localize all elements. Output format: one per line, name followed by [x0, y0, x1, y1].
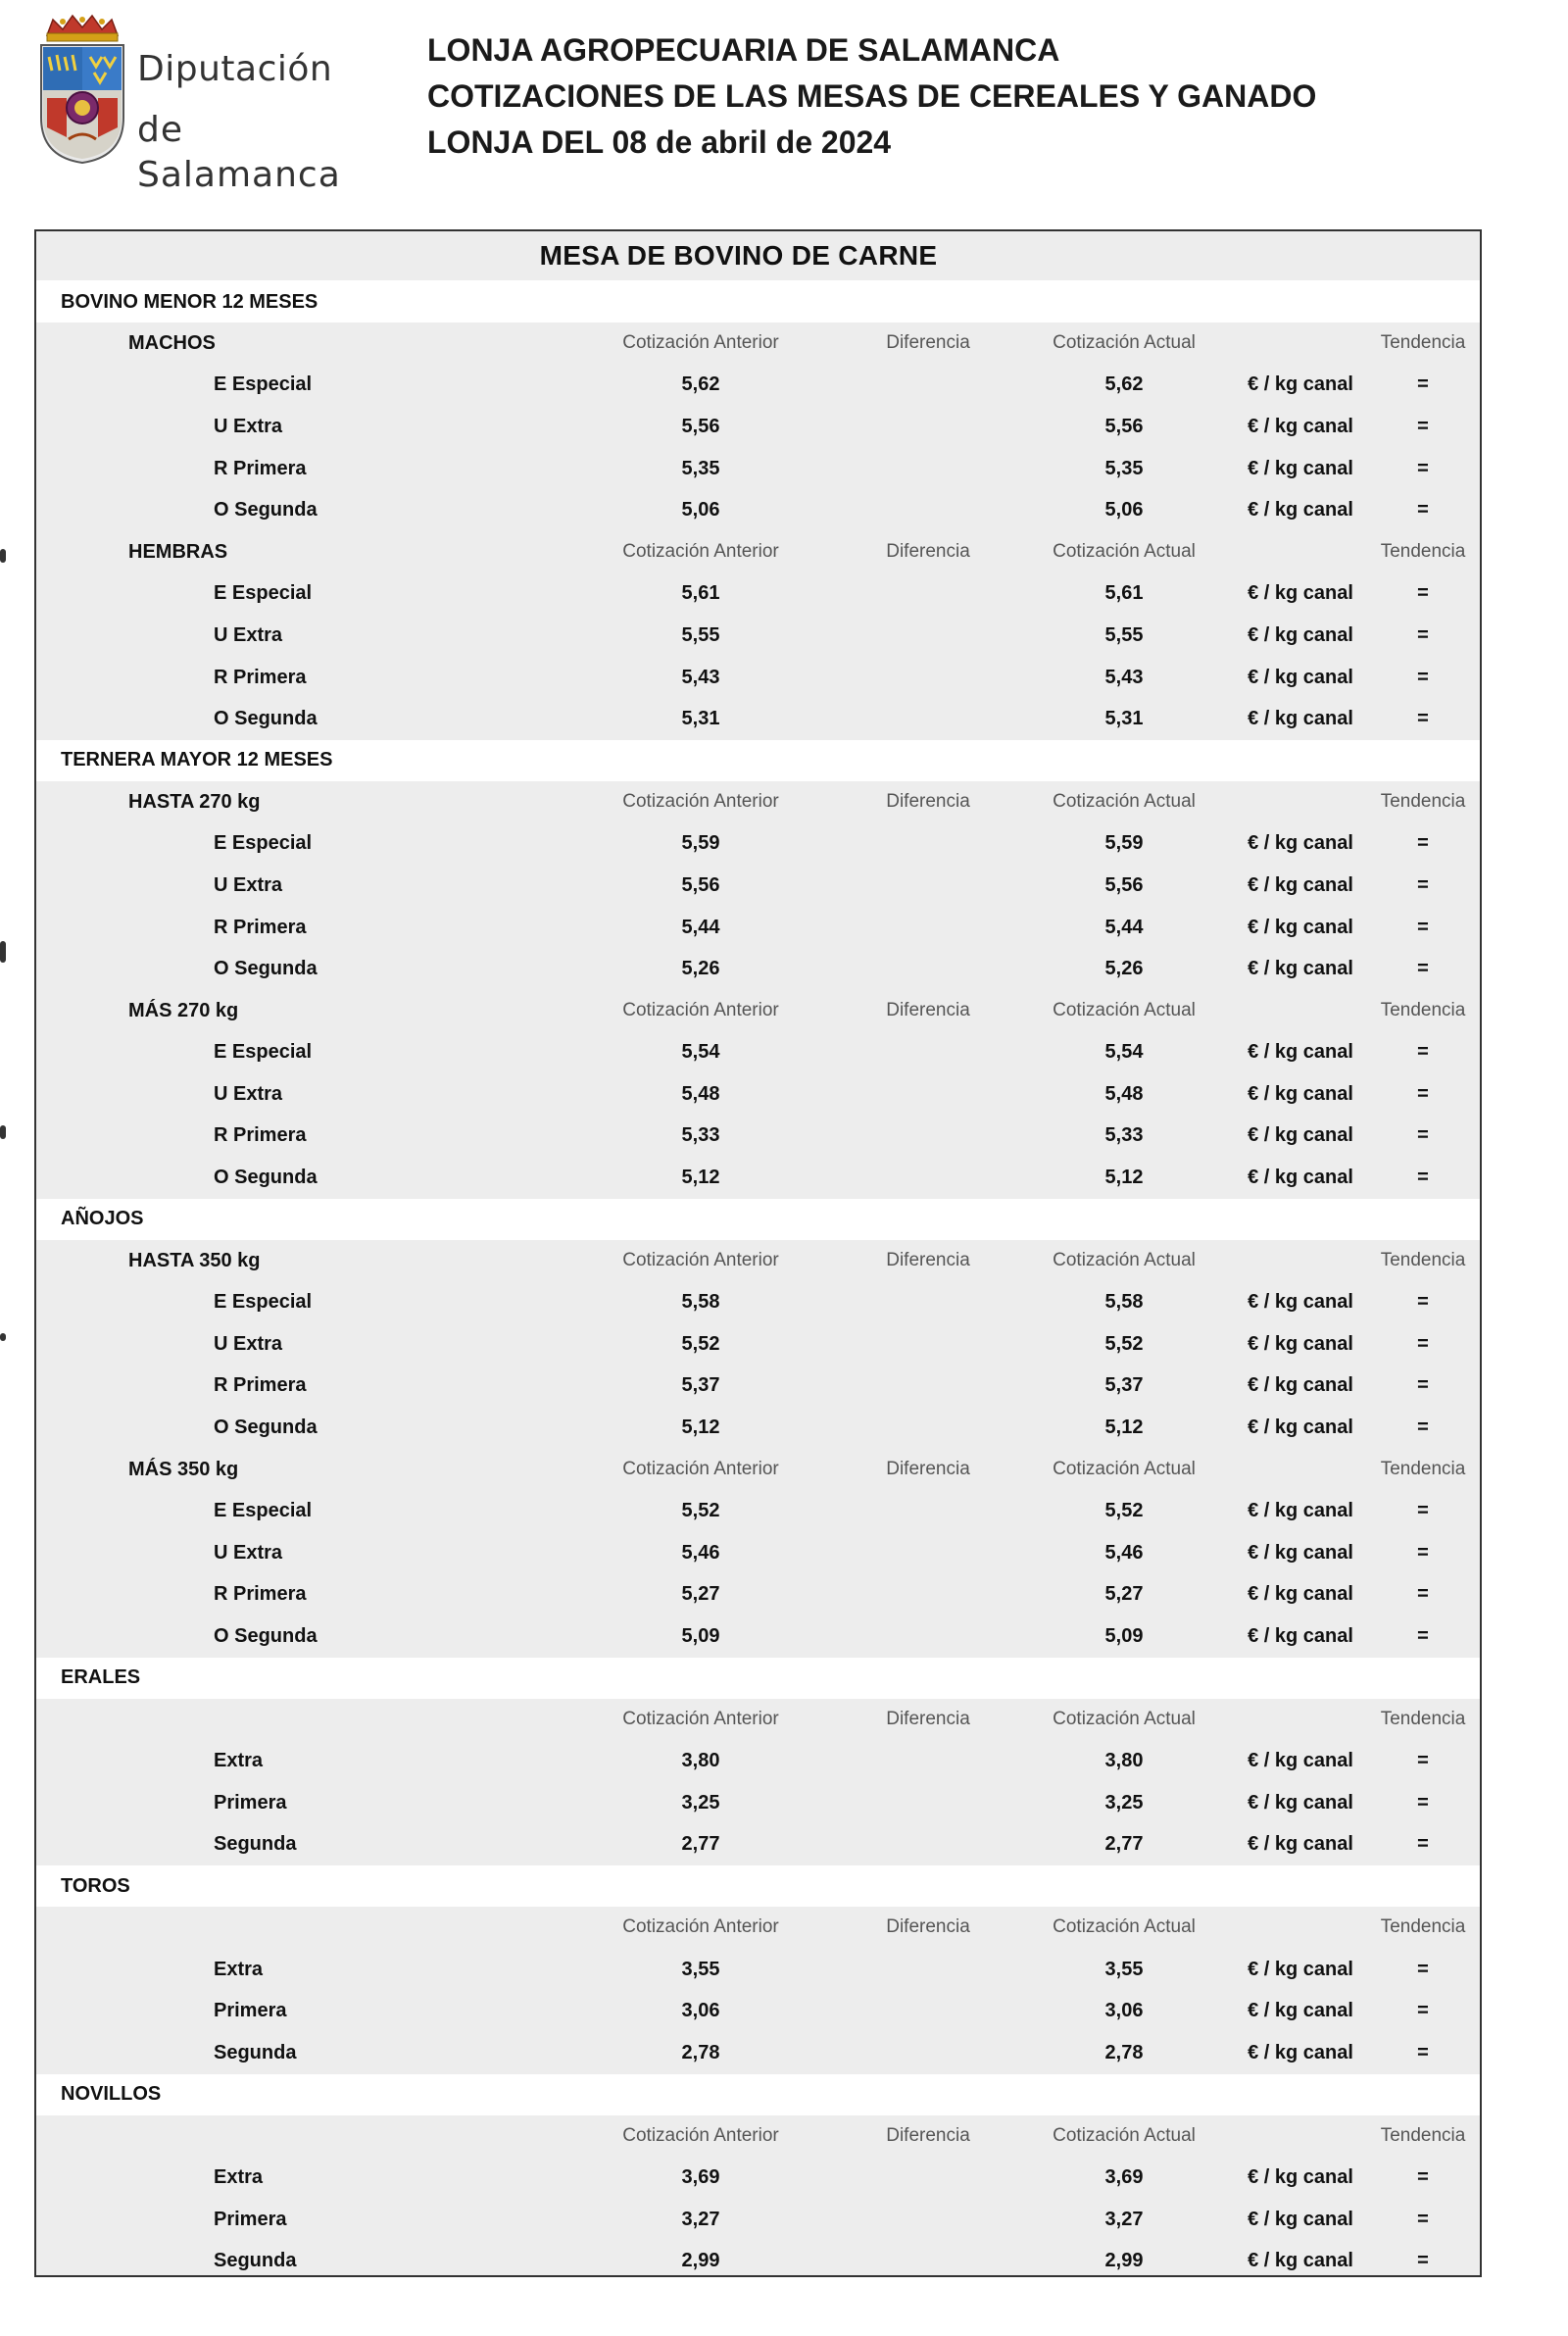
- header-cotizacion-actual: Cotización Actual: [1053, 791, 1196, 813]
- title-fecha: LONJA DEL 08 de abril de 2024: [427, 124, 892, 160]
- unit-label: € / kg canal: [1248, 1291, 1353, 1314]
- header-diferencia: Diferencia: [886, 1459, 970, 1480]
- row-label: E Especial: [214, 832, 313, 855]
- logo-line-diputacion: Diputación: [137, 49, 333, 89]
- table-row: [36, 1574, 1480, 1616]
- row-label: Primera: [214, 2208, 287, 2230]
- section-heading: TERNERA MAYOR 12 MESES: [36, 740, 1480, 781]
- table-row: [36, 823, 1480, 866]
- tendencia-value: =: [1417, 1958, 1429, 1980]
- section-heading: ERALES: [36, 1658, 1480, 1699]
- header-cotizacion-anterior: Cotización Anterior: [622, 1250, 779, 1271]
- table-title: MESA DE BOVINO DE CARNE: [539, 240, 938, 271]
- table-row: [36, 573, 1480, 616]
- header-tendencia: Tendencia: [1380, 1916, 1466, 1938]
- column-header-row: [36, 1907, 1480, 1949]
- table-row: [36, 365, 1480, 407]
- cotizacion-anterior-value: 5,44: [681, 916, 720, 938]
- table-row: [36, 1366, 1480, 1408]
- cotizacion-anterior-value: 5,55: [681, 623, 720, 646]
- header-cotizacion-anterior: Cotización Anterior: [622, 791, 779, 813]
- row-label: O Segunda: [214, 708, 318, 730]
- unit-label: € / kg canal: [1248, 415, 1353, 437]
- unit-label: € / kg canal: [1248, 832, 1353, 855]
- header-cotizacion-actual: Cotización Actual: [1053, 1709, 1196, 1730]
- tendencia-value: =: [1417, 1041, 1429, 1064]
- section-heading: NOVILLOS: [36, 2074, 1480, 2115]
- cotizacion-actual-value: 5,56: [1104, 415, 1144, 437]
- tendencia-value: =: [1417, 873, 1429, 896]
- cotizacion-anterior-value: 5,62: [681, 373, 720, 396]
- header-diferencia: Diferencia: [886, 1709, 970, 1730]
- column-header-row: [36, 1240, 1480, 1282]
- header-cotizacion-anterior: Cotización Anterior: [622, 2124, 779, 2146]
- header-diferencia: Diferencia: [886, 541, 970, 563]
- row-label: E Especial: [214, 1291, 313, 1314]
- column-header-row: [36, 1699, 1480, 1741]
- tendencia-value: =: [1417, 582, 1429, 605]
- header-diferencia: Diferencia: [886, 1250, 970, 1271]
- unit-label: € / kg canal: [1248, 457, 1353, 479]
- cotizacion-actual-value: 3,25: [1104, 1791, 1144, 1814]
- row-label: R Primera: [214, 1374, 307, 1397]
- diputacion-logo: [33, 10, 367, 195]
- tendencia-value: =: [1417, 958, 1429, 980]
- cotizacion-actual-value: 3,06: [1104, 2000, 1144, 2022]
- row-label: R Primera: [214, 1583, 307, 1606]
- cotizacion-anterior-value: 3,25: [681, 1791, 720, 1814]
- cotizacion-anterior-value: 3,27: [681, 2208, 720, 2230]
- cotizacion-actual-value: 5,62: [1104, 373, 1144, 396]
- row-label: Extra: [214, 1958, 264, 1980]
- cotizacion-anterior-value: 5,12: [681, 1167, 720, 1189]
- tendencia-value: =: [1417, 2250, 1429, 2272]
- row-label: U Extra: [214, 415, 283, 437]
- unit-label: € / kg canal: [1248, 1625, 1353, 1648]
- tendencia-value: =: [1417, 623, 1429, 646]
- row-label: R Primera: [214, 1124, 307, 1147]
- table-row: [36, 1490, 1480, 1532]
- cotizacion-anterior-value: 5,58: [681, 1291, 720, 1314]
- row-label: E Especial: [214, 373, 313, 396]
- unit-label: € / kg canal: [1248, 373, 1353, 396]
- cotizacion-anterior-value: 5,52: [681, 1500, 720, 1522]
- table-row: [36, 2032, 1480, 2074]
- header-cotizacion-actual: Cotización Actual: [1053, 1000, 1196, 1021]
- table-row: [36, 1407, 1480, 1449]
- unit-label: € / kg canal: [1248, 1833, 1353, 1856]
- table-row: [36, 489, 1480, 531]
- table-row: [36, 1615, 1480, 1658]
- column-header-row: [36, 323, 1480, 365]
- cotizacion-actual-value: 5,06: [1104, 499, 1144, 522]
- row-label: U Extra: [214, 1082, 283, 1105]
- logo-line-salamanca: de Salamanca: [137, 110, 341, 195]
- table-row: [36, 2199, 1480, 2241]
- cotizacion-anterior-value: 5,43: [681, 666, 720, 688]
- tendencia-value: =: [1417, 1750, 1429, 1772]
- page-header: [0, 0, 1568, 216]
- cotizacion-anterior-value: 5,31: [681, 708, 720, 730]
- section-block: [36, 2115, 1480, 2277]
- group-label: MACHOS: [128, 331, 216, 354]
- section-block: [36, 781, 1480, 1199]
- unit-label: € / kg canal: [1248, 582, 1353, 605]
- row-label: E Especial: [214, 1041, 313, 1064]
- row-label: U Extra: [214, 623, 283, 646]
- row-label: R Primera: [214, 457, 307, 479]
- tendencia-value: =: [1417, 1500, 1429, 1522]
- cotizacion-actual-value: 5,52: [1104, 1500, 1144, 1522]
- header-cotizacion-anterior: Cotización Anterior: [622, 1000, 779, 1021]
- group-label: HEMBRAS: [128, 540, 228, 563]
- header-cotizacion-actual: Cotización Actual: [1053, 332, 1196, 354]
- group-label: HASTA 270 kg: [128, 790, 261, 813]
- edge-mark: [0, 941, 6, 963]
- tendencia-value: =: [1417, 2165, 1429, 2188]
- unit-label: € / kg canal: [1248, 1041, 1353, 1064]
- cotizacion-actual-value: 3,55: [1104, 1958, 1144, 1980]
- group-label: MÁS 270 kg: [128, 999, 239, 1021]
- unit-label: € / kg canal: [1248, 1750, 1353, 1772]
- table-row: [36, 1032, 1480, 1074]
- table-row: [36, 1157, 1480, 1199]
- header-cotizacion-anterior: Cotización Anterior: [622, 1459, 779, 1480]
- column-header-row: [36, 781, 1480, 823]
- header-tendencia: Tendencia: [1380, 1459, 1466, 1480]
- column-header-row: [36, 990, 1480, 1032]
- title-lonja: LONJA AGROPECUARIA DE SALAMANCA: [427, 32, 1060, 68]
- unit-label: € / kg canal: [1248, 2250, 1353, 2272]
- tendencia-value: =: [1417, 1417, 1429, 1439]
- table-row: [36, 698, 1480, 740]
- row-label: O Segunda: [214, 958, 318, 980]
- header-cotizacion-anterior: Cotización Anterior: [622, 1709, 779, 1730]
- group-label: MÁS 350 kg: [128, 1458, 239, 1480]
- cotizacion-anterior-value: 5,54: [681, 1041, 720, 1064]
- header-tendencia: Tendencia: [1380, 332, 1466, 354]
- cotizacion-actual-value: 5,44: [1104, 916, 1144, 938]
- unit-label: € / kg canal: [1248, 623, 1353, 646]
- bovino-table: [34, 229, 1482, 2277]
- tendencia-value: =: [1417, 1583, 1429, 1606]
- table-row: [36, 948, 1480, 990]
- cotizacion-anterior-value: 2,77: [681, 1833, 720, 1856]
- row-label: R Primera: [214, 666, 307, 688]
- cotizacion-anterior-value: 5,59: [681, 832, 720, 855]
- header-cotizacion-actual: Cotización Actual: [1053, 541, 1196, 563]
- row-label: Segunda: [214, 1833, 297, 1856]
- unit-label: € / kg canal: [1248, 708, 1353, 730]
- table-sections: [36, 281, 1480, 2277]
- cotizacion-actual-value: 5,56: [1104, 873, 1144, 896]
- table-row: [36, 1740, 1480, 1782]
- row-label: Extra: [214, 2165, 264, 2188]
- section-heading: AÑOJOS: [36, 1199, 1480, 1240]
- section-heading: TOROS: [36, 1865, 1480, 1907]
- section-block: [36, 1907, 1480, 2073]
- unit-label: € / kg canal: [1248, 2041, 1353, 2063]
- unit-label: € / kg canal: [1248, 916, 1353, 938]
- table-row: [36, 1323, 1480, 1366]
- cotizacion-actual-value: 5,54: [1104, 1041, 1144, 1064]
- unit-label: € / kg canal: [1248, 958, 1353, 980]
- tendencia-value: =: [1417, 499, 1429, 522]
- column-header-row: [36, 531, 1480, 573]
- tendencia-value: =: [1417, 1167, 1429, 1189]
- row-label: U Extra: [214, 1332, 283, 1355]
- cotizacion-actual-value: 3,27: [1104, 2208, 1144, 2230]
- header-diferencia: Diferencia: [886, 332, 970, 354]
- cotizacion-anterior-value: 5,56: [681, 873, 720, 896]
- header-cotizacion-actual: Cotización Actual: [1053, 2124, 1196, 2146]
- cotizacion-anterior-value: 5,27: [681, 1583, 720, 1606]
- cotizacion-anterior-value: 5,12: [681, 1417, 720, 1439]
- edge-mark: [0, 1333, 6, 1341]
- unit-label: € / kg canal: [1248, 1958, 1353, 1980]
- unit-label: € / kg canal: [1248, 2208, 1353, 2230]
- cotizacion-actual-value: 5,58: [1104, 1291, 1144, 1314]
- cotizacion-anterior-value: 5,35: [681, 457, 720, 479]
- tendencia-value: =: [1417, 457, 1429, 479]
- section-heading: BOVINO MENOR 12 MESES: [36, 281, 1480, 323]
- table-row: [36, 615, 1480, 657]
- header-cotizacion-anterior: Cotización Anterior: [622, 1916, 779, 1938]
- cotizacion-actual-value: 5,43: [1104, 666, 1144, 688]
- header-cotizacion-anterior: Cotización Anterior: [622, 541, 779, 563]
- document-titles: [427, 27, 1316, 166]
- cotizacion-anterior-value: 2,99: [681, 2250, 720, 2272]
- cotizacion-anterior-value: 5,48: [681, 1082, 720, 1105]
- tendencia-value: =: [1417, 1791, 1429, 1814]
- unit-label: € / kg canal: [1248, 666, 1353, 688]
- tendencia-value: =: [1417, 2208, 1429, 2230]
- cotizacion-actual-value: 5,09: [1104, 1625, 1144, 1648]
- edge-mark: [0, 549, 6, 563]
- header-diferencia: Diferencia: [886, 2124, 970, 2146]
- row-label: O Segunda: [214, 1625, 318, 1648]
- header-tendencia: Tendencia: [1380, 791, 1466, 813]
- cotizacion-anterior-value: 2,78: [681, 2041, 720, 2063]
- row-label: Primera: [214, 1791, 287, 1814]
- row-label: O Segunda: [214, 1167, 318, 1189]
- header-diferencia: Diferencia: [886, 1000, 970, 1021]
- section-block: [36, 323, 1480, 740]
- table-row: [36, 406, 1480, 448]
- unit-label: € / kg canal: [1248, 1167, 1353, 1189]
- table-row: [36, 1782, 1480, 1824]
- unit-label: € / kg canal: [1248, 2165, 1353, 2188]
- cotizacion-anterior-value: 5,06: [681, 499, 720, 522]
- unit-label: € / kg canal: [1248, 1791, 1353, 1814]
- tendencia-value: =: [1417, 2000, 1429, 2022]
- cotizacion-actual-value: 5,55: [1104, 623, 1144, 646]
- cotizacion-actual-value: 2,78: [1104, 2041, 1144, 2063]
- table-row: [36, 865, 1480, 907]
- cotizacion-anterior-value: 3,55: [681, 1958, 720, 1980]
- table-row: [36, 1824, 1480, 1866]
- unit-label: € / kg canal: [1248, 1500, 1353, 1522]
- unit-label: € / kg canal: [1248, 1374, 1353, 1397]
- cotizacion-anterior-value: 5,61: [681, 582, 720, 605]
- cotizacion-actual-value: 5,59: [1104, 832, 1144, 855]
- tendencia-value: =: [1417, 832, 1429, 855]
- table-row: [36, 1949, 1480, 1991]
- tendencia-value: =: [1417, 373, 1429, 396]
- tendencia-value: =: [1417, 1124, 1429, 1147]
- header-diferencia: Diferencia: [886, 791, 970, 813]
- group-label: HASTA 350 kg: [128, 1249, 261, 1271]
- row-label: Extra: [214, 1750, 264, 1772]
- title-cotizaciones: COTIZACIONES DE LAS MESAS DE CEREALES Y GANADO: [427, 78, 1317, 114]
- tendencia-value: =: [1417, 2041, 1429, 2063]
- table-row: [36, 907, 1480, 949]
- tendencia-value: =: [1417, 1625, 1429, 1648]
- section-block: [36, 1240, 1480, 1658]
- cotizacion-anterior-value: 5,26: [681, 958, 720, 980]
- table-row: [36, 2157, 1480, 2199]
- cotizacion-anterior-value: 3,80: [681, 1750, 720, 1772]
- cotizacion-actual-value: 3,80: [1104, 1750, 1144, 1772]
- table-row: [36, 1073, 1480, 1116]
- row-label: Segunda: [214, 2250, 297, 2272]
- cotizacion-actual-value: 5,12: [1104, 1167, 1144, 1189]
- row-label: U Extra: [214, 873, 283, 896]
- header-cotizacion-actual: Cotización Actual: [1053, 1250, 1196, 1271]
- cotizacion-anterior-value: 5,37: [681, 1374, 720, 1397]
- cotizacion-actual-value: 5,27: [1104, 1583, 1144, 1606]
- tendencia-value: =: [1417, 1332, 1429, 1355]
- header-tendencia: Tendencia: [1380, 2124, 1466, 2146]
- tendencia-value: =: [1417, 1833, 1429, 1856]
- unit-label: € / kg canal: [1248, 1417, 1353, 1439]
- table-row: [36, 448, 1480, 490]
- cotizacion-anterior-value: 3,69: [681, 2165, 720, 2188]
- unit-label: € / kg canal: [1248, 2000, 1353, 2022]
- table-row: [36, 2240, 1480, 2277]
- cotizacion-actual-value: 5,61: [1104, 582, 1144, 605]
- header-tendencia: Tendencia: [1380, 1250, 1466, 1271]
- table-row: [36, 1116, 1480, 1158]
- row-label: Primera: [214, 2000, 287, 2022]
- table-title-row: [36, 231, 1480, 281]
- header-tendencia: Tendencia: [1380, 1709, 1466, 1730]
- cotizacion-actual-value: 5,52: [1104, 1332, 1144, 1355]
- column-header-row: [36, 2115, 1480, 2158]
- tendencia-value: =: [1417, 415, 1429, 437]
- unit-label: € / kg canal: [1248, 1124, 1353, 1147]
- row-label: R Primera: [214, 916, 307, 938]
- cotizacion-actual-value: 5,35: [1104, 457, 1144, 479]
- row-label: O Segunda: [214, 1417, 318, 1439]
- row-label: U Extra: [214, 1541, 283, 1564]
- cotizacion-anterior-value: 3,06: [681, 2000, 720, 2022]
- header-cotizacion-actual: Cotización Actual: [1053, 1916, 1196, 1938]
- cotizacion-anterior-value: 5,46: [681, 1541, 720, 1564]
- cotizacion-actual-value: 5,37: [1104, 1374, 1144, 1397]
- unit-label: € / kg canal: [1248, 1583, 1353, 1606]
- cotizacion-anterior-value: 5,33: [681, 1124, 720, 1147]
- cotizacion-actual-value: 5,12: [1104, 1417, 1144, 1439]
- unit-label: € / kg canal: [1248, 499, 1353, 522]
- table-row: [36, 657, 1480, 699]
- tendencia-value: =: [1417, 1291, 1429, 1314]
- table-row: [36, 1532, 1480, 1574]
- edge-mark: [0, 1125, 6, 1139]
- tendencia-value: =: [1417, 916, 1429, 938]
- section-block: [36, 1699, 1480, 1865]
- table-row: [36, 1281, 1480, 1323]
- tendencia-value: =: [1417, 1082, 1429, 1105]
- unit-label: € / kg canal: [1248, 1332, 1353, 1355]
- cotizacion-actual-value: 5,48: [1104, 1082, 1144, 1105]
- header-diferencia: Diferencia: [886, 1916, 970, 1938]
- cotizacion-actual-value: 5,46: [1104, 1541, 1144, 1564]
- cotizacion-actual-value: 3,69: [1104, 2165, 1144, 2188]
- header-cotizacion-anterior: Cotización Anterior: [622, 332, 779, 354]
- tendencia-value: =: [1417, 1374, 1429, 1397]
- cotizacion-anterior-value: 5,52: [681, 1332, 720, 1355]
- header-tendencia: Tendencia: [1380, 1000, 1466, 1021]
- cotizacion-anterior-value: 5,09: [681, 1625, 720, 1648]
- cotizacion-actual-value: 2,99: [1104, 2250, 1144, 2272]
- cotizacion-actual-value: 2,77: [1104, 1833, 1144, 1856]
- header-cotizacion-actual: Cotización Actual: [1053, 1459, 1196, 1480]
- row-label: E Especial: [214, 1500, 313, 1522]
- tendencia-value: =: [1417, 708, 1429, 730]
- table-row: [36, 1990, 1480, 2032]
- unit-label: € / kg canal: [1248, 1541, 1353, 1564]
- unit-label: € / kg canal: [1248, 1082, 1353, 1105]
- row-label: O Segunda: [214, 499, 318, 522]
- cotizacion-anterior-value: 5,56: [681, 415, 720, 437]
- tendencia-value: =: [1417, 666, 1429, 688]
- tendencia-value: =: [1417, 1541, 1429, 1564]
- cotizacion-actual-value: 5,33: [1104, 1124, 1144, 1147]
- row-label: Segunda: [214, 2041, 297, 2063]
- coat-of-arms-icon: [33, 10, 131, 167]
- header-tendencia: Tendencia: [1380, 541, 1466, 563]
- logo-text: [137, 47, 367, 198]
- row-label: E Especial: [214, 582, 313, 605]
- unit-label: € / kg canal: [1248, 873, 1353, 896]
- column-header-row: [36, 1449, 1480, 1491]
- cotizacion-actual-value: 5,31: [1104, 708, 1144, 730]
- cotizacion-actual-value: 5,26: [1104, 958, 1144, 980]
